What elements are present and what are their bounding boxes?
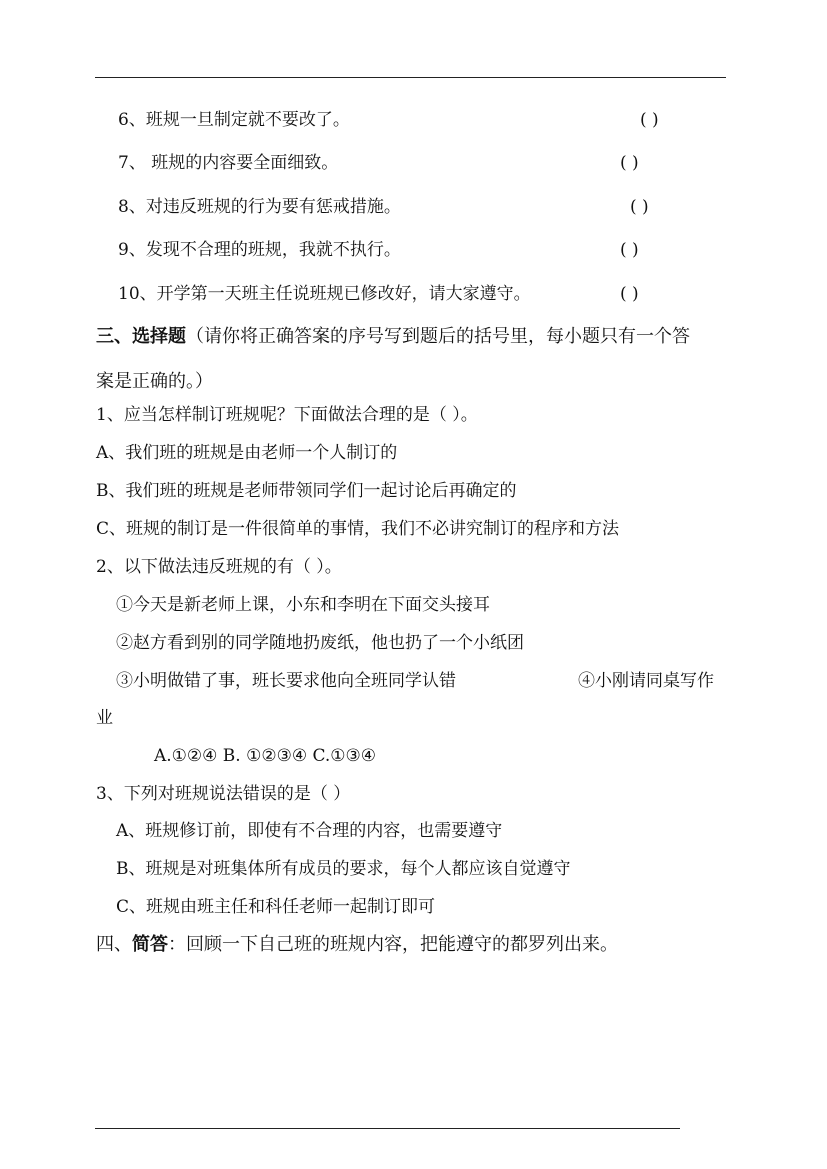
choice-instruction-cont: 案是正确的。） <box>96 371 213 392</box>
answer-paren-7[interactable]: ( ) <box>620 153 639 173</box>
question-1-option-a: A、我们班的班规是由老师一个人制订的 <box>96 443 398 463</box>
question-3-option-c: C、班规由班主任和科任老师一起制订即可 <box>116 897 436 917</box>
bottom-rule <box>95 1128 680 1129</box>
question-3-option-b: B、班规是对班集体所有成员的要求，每个人都应该自觉遵守 <box>116 859 571 879</box>
judge-item-8: 8、对违反班规的行为要有惩戒措施。 <box>118 197 401 217</box>
question-2-statement-4-cont: 业 <box>96 708 113 728</box>
question-2-stem: 2、以下做法违反班规的有（ ）。 <box>96 557 342 577</box>
short-answer-line <box>96 933 618 957</box>
question-2-statement-2: ②赵方看到别的同学随地扔废纸，他也扔了一个小纸团 <box>116 633 524 653</box>
short-answer-prefix: 四、 <box>96 934 132 955</box>
judge-item-10: 10、开学第一天班主任说班规已修改好，请大家遵守。 <box>118 284 531 304</box>
question-2-answer-options: A.①②④ B. ①②③④ C.①③④ <box>154 746 376 766</box>
answer-paren-9[interactable]: ( ) <box>620 240 639 260</box>
answer-paren-6[interactable]: ( ) <box>640 110 659 130</box>
judge-item-6: 6、班规一旦制定就不要改了。 <box>118 110 350 130</box>
answer-paren-8[interactable]: ( ) <box>630 197 649 217</box>
judge-item-7: 7、 班规的内容要全面细致。 <box>118 153 339 173</box>
question-3-stem: 3、下列对班规说法错误的是（ ） <box>96 784 351 804</box>
question-2-statement-4: ④小刚请同桌写作 <box>578 671 714 691</box>
question-2-statement-3: ③小明做错了事，班长要求他向全班同学认错 <box>116 671 456 691</box>
choice-instruction: （请你将正确答案的序号写到题后的括号里，每小题只有一个答 <box>186 326 690 347</box>
short-answer-heading: 简答 <box>132 934 168 955</box>
answer-paren-10[interactable]: ( ) <box>620 284 639 304</box>
short-answer-text: ：回顾一下自己班的班规内容，把能遵守的都罗列出来。 <box>168 934 618 955</box>
choice-section-heading: 三、选择题 <box>96 326 186 347</box>
question-1-option-b: B、我们班的班规是老师带领同学们一起讨论后再确定的 <box>96 481 517 501</box>
question-1-stem: 1、应当怎样制订班规呢？下面做法合理的是（ ）。 <box>96 405 478 425</box>
top-rule <box>95 77 726 78</box>
question-2-statement-1: ①今天是新老师上课，小东和李明在下面交头接耳 <box>116 595 490 615</box>
question-3-option-a: A、班规修订前，即使有不合理的内容，也需要遵守 <box>116 821 503 841</box>
choice-section-heading-line <box>96 325 690 349</box>
question-1-option-c: C、班规的制订是一件很简单的事情，我们不必讲究制订的程序和方法 <box>96 519 620 539</box>
judge-item-9: 9、发现不合理的班规，我就不执行。 <box>118 240 401 260</box>
